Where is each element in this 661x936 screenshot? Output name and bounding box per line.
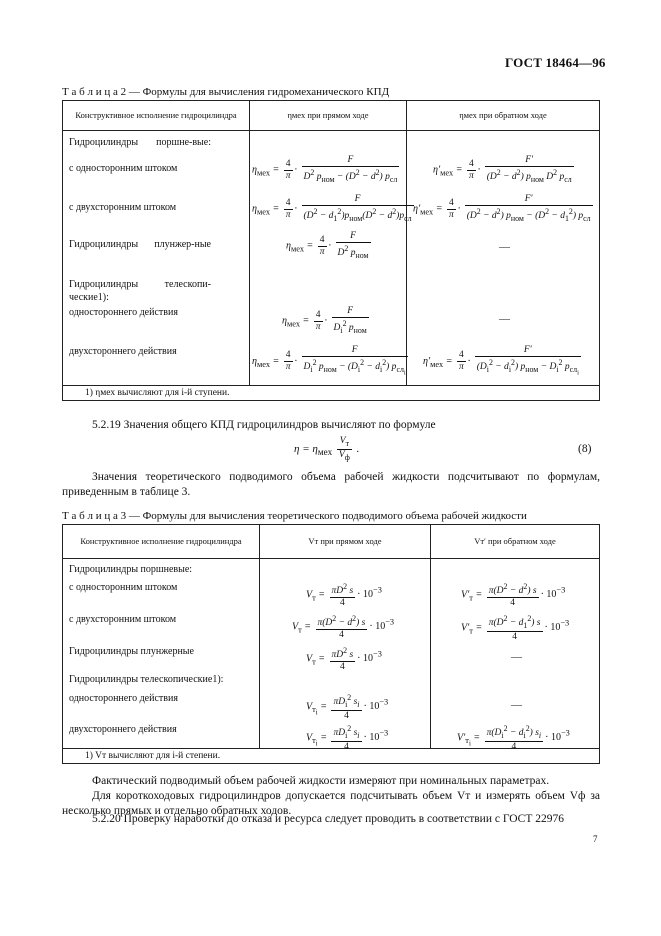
formula-v-reverse-single-rod: $V'_т$ = $\frac{\pi(D^2 - d^2) s}{4}$ · $10^{-3}$ [461,582,566,609]
table-2-design-column [63,131,250,386]
standard-designation: ГОСТ 18464—96 [505,55,606,70]
formula-eta-reverse-double-rod: $\eta'_{мех}$ = $\frac{4}{\pi}$ · $\frac{F'}{(D^2 - d^2) p_{ном} - (D^2 - d_1^2) p_{сл}}$ [413,194,591,224]
paragraph-short-stroke: Для короткоходовых гидроцилиндров допускается подсчитывать объем Vт и измерять объем Vф за несколько прямых и отдельно обратных ходов. [62,790,600,817]
table-2-row-double-rod: с двухсторонним штоком [69,202,177,213]
table-2-row-piston: Гидроцилиндры поршне-вые: [69,137,211,148]
table-2-row-double-acting: двухстороннего действия [69,346,177,357]
table-2-header-forward: ηмех при прямом ходе [250,101,407,131]
table-2-header-design: Конструктивное исполнение гидроцилиндра [63,101,250,131]
table-3-header-reverse: Vт′ при обратном ходе [431,525,600,559]
table-3-header-forward: Vт при прямом ходе [260,525,431,559]
table-3-reverse-column [431,559,600,753]
table-3-caption: Т а б л и ц а 3 — Формулы для вычисления теоретического подводимого объема рабочей жидкости [62,510,527,522]
table-2-header-reverse: ηмех при обратном ходе [407,101,600,131]
table-3-row-double-rod: с двухсторонним штоком [69,614,177,625]
table-2-caption: Т а б л и ц а 2 — Формулы для вычисления гидромеханического КПД [62,86,390,98]
formula-total-efficiency: $\eta = \eta_{мех}$ $\frac{V_т}{V_ф}$ . [294,436,360,462]
table-3-row-plunger: Гидроцилиндры плунжерные [69,646,194,657]
table-3-dash-single-acting: — [511,699,522,711]
table-3-row-telescopic: Гидроцилиндры телескопические1): [69,674,224,685]
table-2-reverse-column [407,131,600,386]
formula-v-forward-single-acting: $V_{т_i}$ = $\frac{\pi D_i^2 s_i}{4}$ · $10^{-3}$ [306,693,389,722]
table-3-header-design: Конструктивное исполнение гидроцилиндра [63,525,260,559]
table-3-row-single-acting: одностороннего действия [69,693,178,704]
formula-v-reverse-double-acting: $V'_{т_i}$ = $\frac{\pi(D_i^2 - d_i^2) s_i}{4}$ · $10^{-3}$ [457,724,570,753]
formula-v-forward-plunger: $V_т$ = $\frac{\pi D^2 s}{4}$ · $10^{-3}$ [306,646,382,673]
table-2-row-telescopic: Гидроцилиндры телескопи-ческие1): [69,279,211,303]
paragraph-5-2-19: 5.2.19 Значения общего КПД гидроцилиндров вычисляют по формуле [92,419,436,431]
table-2-row-plunger: Гидроцилиндры плунжер-ные [69,239,211,250]
table-2-row-single-acting: одностороннего действия [69,307,178,318]
table-3-design-column [63,559,260,749]
formula-v-forward-double-acting: $V_{т_i}$ = $\frac{\pi D_i^2 s_i}{4}$ · $10^{-3}$ [306,724,389,753]
table-2-footnote: 1) ηмех вычисляют для i-й ступени. [63,386,600,401]
formula-eta-reverse-double-acting: $\eta'_{мех}$ = $\frac{4}{\pi}$ · $\frac{F'}{(D_i^2 - d_i^2) p_{ном} - D_i^2 p_{сл_i}}$ [423,345,579,377]
table-2-dash-single-acting: — [499,313,510,325]
formula-eta-forward-plunger: $\eta_{мех}$ = $\frac{4}{\pi}$ · $\frac{F}{D^2 p_{ном}}$ [286,231,369,261]
paragraph-5-2-20: 5.2.20 Проверку наработки до отказа и ресурса следует проводить в соответствии с ГОСТ 22976 [92,813,564,825]
page-number: 7 [593,834,598,844]
table-2 [62,100,600,401]
equation-number-8: (8) [578,443,592,455]
formula-eta-forward-double-rod: $\eta_{мех}$ = $\frac{4}{\pi}$ · $\frac{F}{(D^2 - d_1^2)p_{ном}(D^2 - d^2)p_{сл}}$ [252,194,412,224]
formula-v-forward-single-rod: $V_т$ = $\frac{\pi D^2 s}{4}$ · $10^{-3}$ [306,582,382,609]
table-2-forward-column [250,131,412,386]
formula-v-reverse-double-rod: $V'_т$ = $\frac{\pi(D^2 - d_1^2) s}{4}$ · $10^{-3}$ [461,614,570,643]
table-3-row-piston: Гидроцилиндры поршневые: [69,564,193,575]
formula-eta-reverse-single-rod: $\eta'_{мех}$ = $\frac{4}{\pi}$ · $\frac{F'}{(D^2 - d^2) p_{ном} D^2 p_{сл}}$ [433,155,572,185]
table-2-row-single-rod: с односторонним штоком [69,163,178,174]
formula-eta-forward-single-acting: $\eta_{мех}$ = $\frac{4}{\pi}$ · $\frac{F}{D_i^2 p_{ном}}$ [282,306,367,336]
table-3-row-single-rod: с односторонним штоком [69,582,178,593]
table-3-forward-column [260,559,431,753]
formula-v-forward-double-rod: $V_т$ = $\frac{\pi(D^2 - d^2) s}{4}$ · $10^{-3}$ [292,614,395,641]
table-3-dash-plunger: — [511,651,522,663]
paragraph-actual-volume: Фактический подводимый объем рабочей жидкости измеряют при номинальных параметрах. [92,775,550,787]
table-3-row-double-acting: двухстороннего действия [69,724,177,735]
table-3 [62,524,600,764]
table-2-dash-plunger: — [499,241,510,253]
table-3-footnote: 1) Vт вычисляют для i-й степени. [63,749,600,764]
paragraph-theoretical-volume: Значения теоретического подводимого объема рабочей жидкости подсчитывают по формулам, приведенным в таблице 3. [62,471,600,498]
formula-eta-forward-single-rod: $\eta_{мех}$ = $\frac{4}{\pi}$ · $\frac{F}{D^2 p_{ном} - (D^2 - d^2) p_{сл}}$ [252,155,398,185]
formula-eta-forward-double-acting: $\eta_{мех}$ = $\frac{4}{\pi}$ · $\frac{F}{D_i^2 p_{ном} - (D_i^2 - d_i^2) p_{сл_i}}$ [252,345,406,377]
